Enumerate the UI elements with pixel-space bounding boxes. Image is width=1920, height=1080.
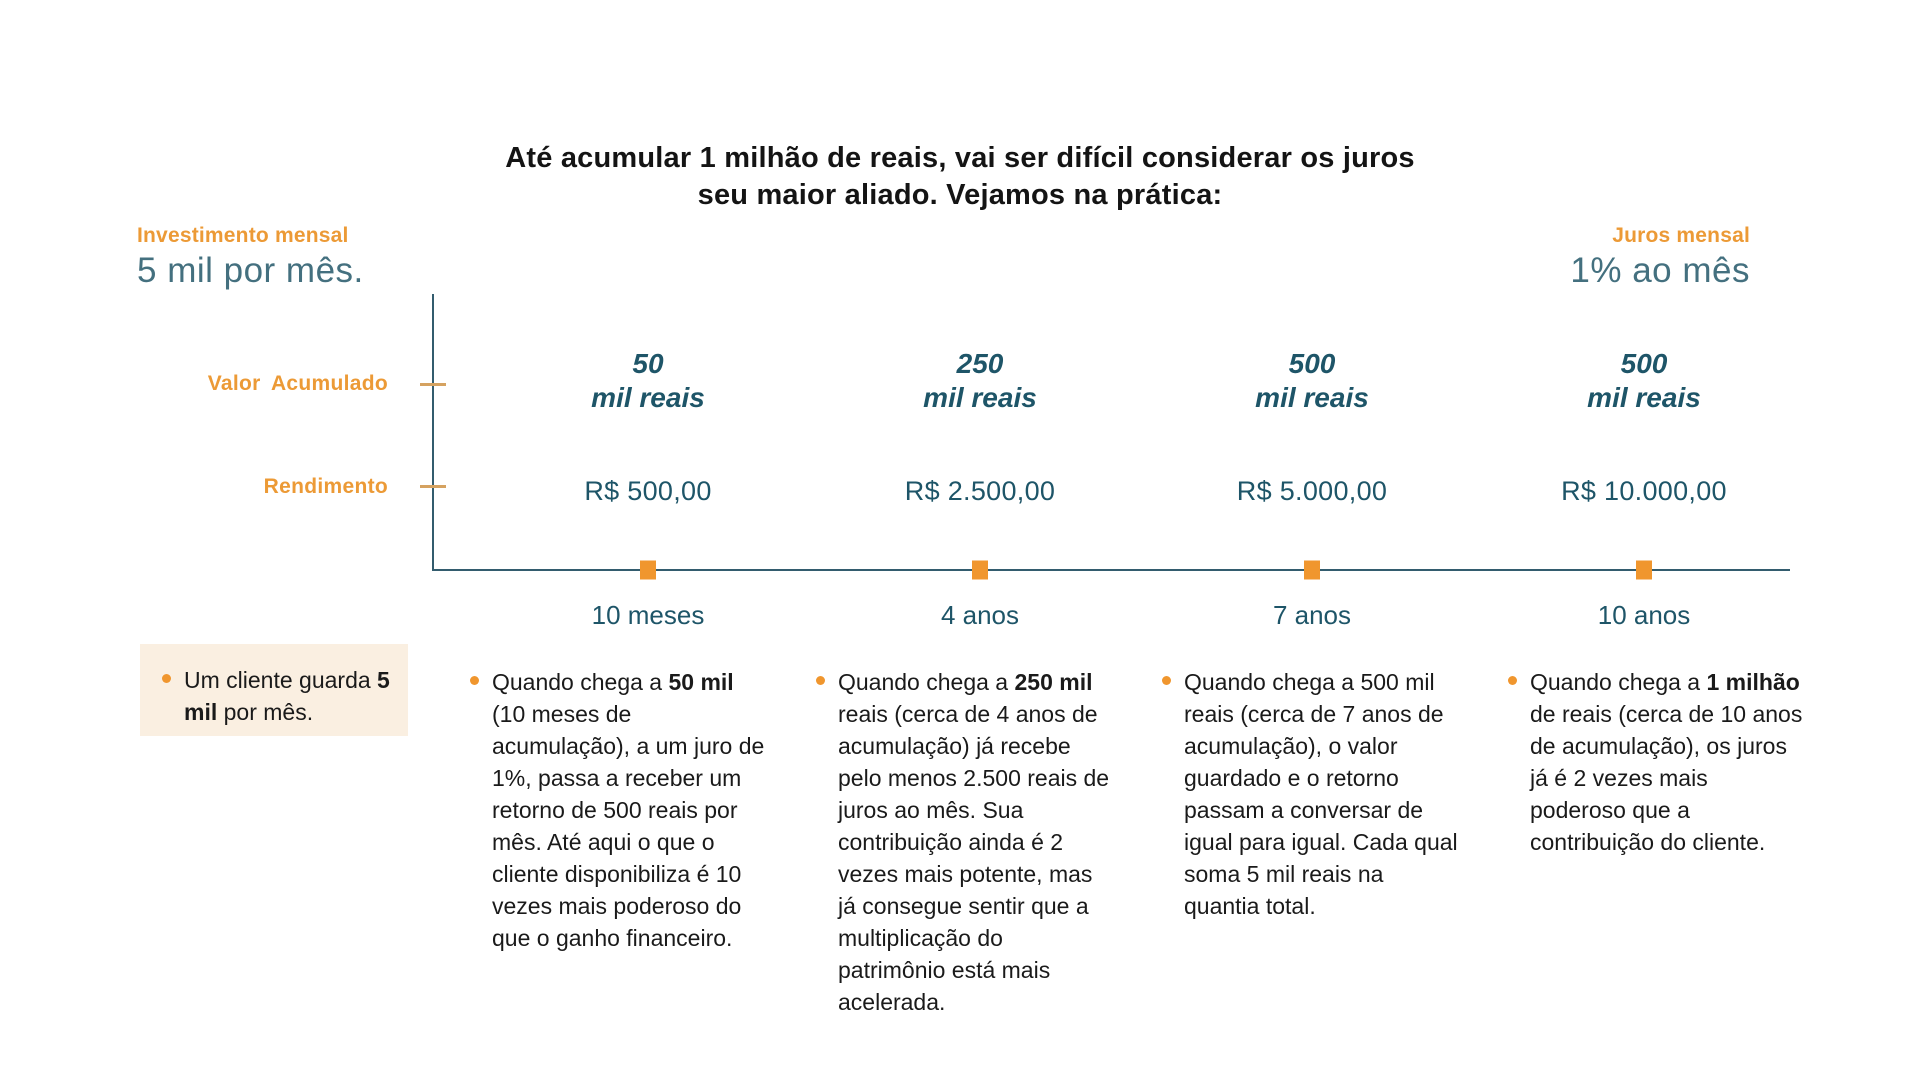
client-note-text: Um cliente guarda 5 mil por mês. [184, 667, 390, 725]
accumulated-value [850, 347, 1110, 415]
interest-header [1570, 224, 1750, 291]
investment-value: 5 mil por mês. [137, 251, 364, 290]
interest-value: 1% ao mês [1570, 251, 1750, 290]
yield-value: R$ 2.500,00 [904, 476, 1056, 506]
column-note-text: Quando chega a 50 mil (10 meses de acumulação), a um juro de 1%, passa a receber um retorno de 500 reais por mês. Até aqui o que o cliente disponibiliza é 10 vezes mais poderoso do que o ganho financeiro. [492, 669, 765, 951]
bullet-icon [162, 674, 171, 683]
column-note-text: Quando chega a 500 mil reais (cerca de 7 anos de acumulação), o valor guardado e o retorno passam a conversar de igual para igual. Cada qual soma 5 mil reais na quantia total. [1184, 669, 1458, 919]
period-label: 10 anos [1597, 600, 1691, 630]
accumulated-value-line1: 250 [956, 348, 1004, 379]
accumulated-tick-icon [420, 383, 446, 386]
client-note-box [140, 644, 408, 736]
bullet-icon [470, 676, 479, 685]
accumulated-value-line1: 50 [632, 348, 664, 379]
accumulated-value-line1: 500 [1288, 348, 1336, 379]
investment-header [137, 224, 364, 291]
column-note [1508, 666, 1808, 858]
column-note [816, 666, 1116, 1018]
yield-value: R$ 10.000,00 [1561, 476, 1727, 506]
period-label: 10 meses [591, 600, 705, 630]
accumulated-value-line2: mil reais [1587, 382, 1701, 413]
timeline-marker-icon [1304, 561, 1320, 580]
column-note-text: Quando chega a 250 mil reais (cerca de 4 anos de acumulação) já recebe pelo menos 2.500 reais de juros ao mês. Sua contribuição ainda é 2 vezes mais potente, mas já consegue sentir que a multiplicação do patrimônio está mais acelerada. [838, 669, 1110, 1015]
accumulated-value-line1: 500 [1620, 348, 1668, 379]
timeline-marker-icon [1636, 561, 1652, 580]
y-axis-line [432, 294, 434, 571]
yield-tick-icon [420, 485, 446, 488]
period-label: 7 anos [1272, 600, 1352, 630]
yield-value: R$ 5.000,00 [1236, 476, 1388, 506]
column-note [1162, 666, 1462, 922]
yield-value: R$ 500,00 [584, 476, 712, 506]
accumulated-value-line2: mil reais [1255, 382, 1369, 413]
accumulated-value [518, 347, 778, 415]
timeline-marker-icon [972, 561, 988, 580]
investment-label: Investimento mensal [137, 224, 349, 247]
timeline-axis [432, 569, 1790, 571]
column-note-text: Quando chega a 1 milhão de reais (cerca de 10 anos de acumulação), os juros já é 2 vezes mais poderoso que a contribuição do cliente. [1530, 669, 1803, 855]
bullet-icon [816, 676, 825, 685]
row-label-yield: Rendimento [263, 475, 388, 498]
accumulated-value [1514, 347, 1774, 415]
column-note [470, 666, 770, 954]
accumulated-value [1182, 347, 1442, 415]
bullet-icon [1508, 676, 1517, 685]
interest-label: Juros mensal [1612, 224, 1750, 247]
accumulated-value-line2: mil reais [591, 382, 705, 413]
period-label: 4 anos [940, 600, 1020, 630]
accumulated-value-line2: mil reais [923, 382, 1037, 413]
page-title: Até acumular 1 milhão de reais, vai ser difícil considerar os juros seu maior aliado. Vejamos na prática: [505, 142, 1415, 211]
timeline-marker-icon [640, 561, 656, 580]
row-label-accumulated: Valor Acumulado [207, 372, 388, 395]
bullet-icon [1162, 676, 1171, 685]
